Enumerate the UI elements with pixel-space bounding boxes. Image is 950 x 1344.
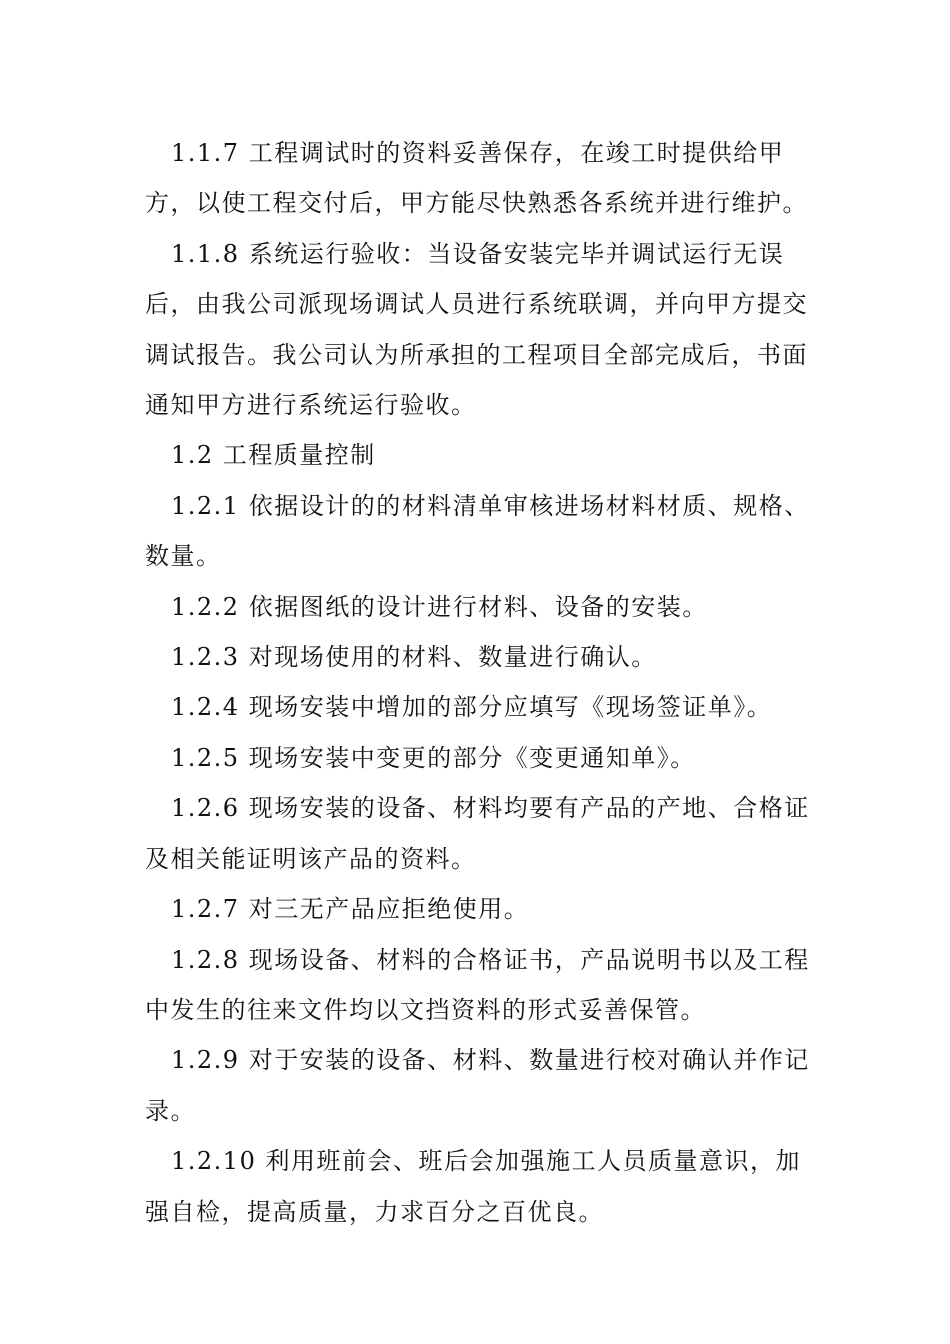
paragraph-1-1-8: 1.1.8 系统运行验收：当设备安装完毕并调试运行无误后，由我公司派现场调试人员进行系统联调，并向甲方提交调试报告。我公司认为所承担的工程项目全部完成后，书面通知甲方进行系统运行验收。 — [145, 239, 808, 420]
paragraph-1-2-2: 1.2.2 依据图纸的设计进行材料、设备的安装。 — [171, 592, 708, 621]
paragraph-1-2-9: 1.2.9 对于安装的设备、材料、数量进行校对确认并作记录。 — [145, 1046, 810, 1125]
paragraph-1-2-3: 1.2.3 对现场使用的材料、数量进行确认。 — [171, 643, 657, 672]
section-heading-1-2: 1.2 工程质量控制 — [171, 441, 376, 470]
paragraph-1-2-5: 1.2.5 现场安装中变更的部分《变更通知单》。 — [171, 743, 696, 772]
paragraph-1-2-8: 1.2.8 现场设备、材料的合格证书，产品说明书以及工程中发生的往来文件均以文挡资料的形式妥善保管。 — [145, 945, 810, 1024]
paragraph-1-1-7: 1.1.7 工程调试时的资料妥善保存，在竣工时提供给甲方，以使工程交付后，甲方能尽快熟悉各系统并进行维护。 — [145, 139, 808, 218]
paragraph-1-2-6: 1.2.6 现场安装的设备、材料均要有产品的产地、合格证及相关能证明该产品的资料。 — [145, 794, 810, 873]
paragraph-1-2-7: 1.2.7 对三无产品应拒绝使用。 — [171, 895, 530, 924]
paragraph-1-2-4: 1.2.4 现场安装中增加的部分应填写《现场签证单》。 — [171, 693, 773, 722]
document-body — [145, 128, 825, 1237]
paragraph-1-2-1: 1.2.1 依据设计的的材料清单审核进场材料材质、规格、数量。 — [145, 491, 810, 571]
paragraph-1-2-10: 1.2.10 利用班前会、班后会加强施工人员质量意识，加强自检，提高质量，力求百分之百优良。 — [145, 1147, 801, 1226]
